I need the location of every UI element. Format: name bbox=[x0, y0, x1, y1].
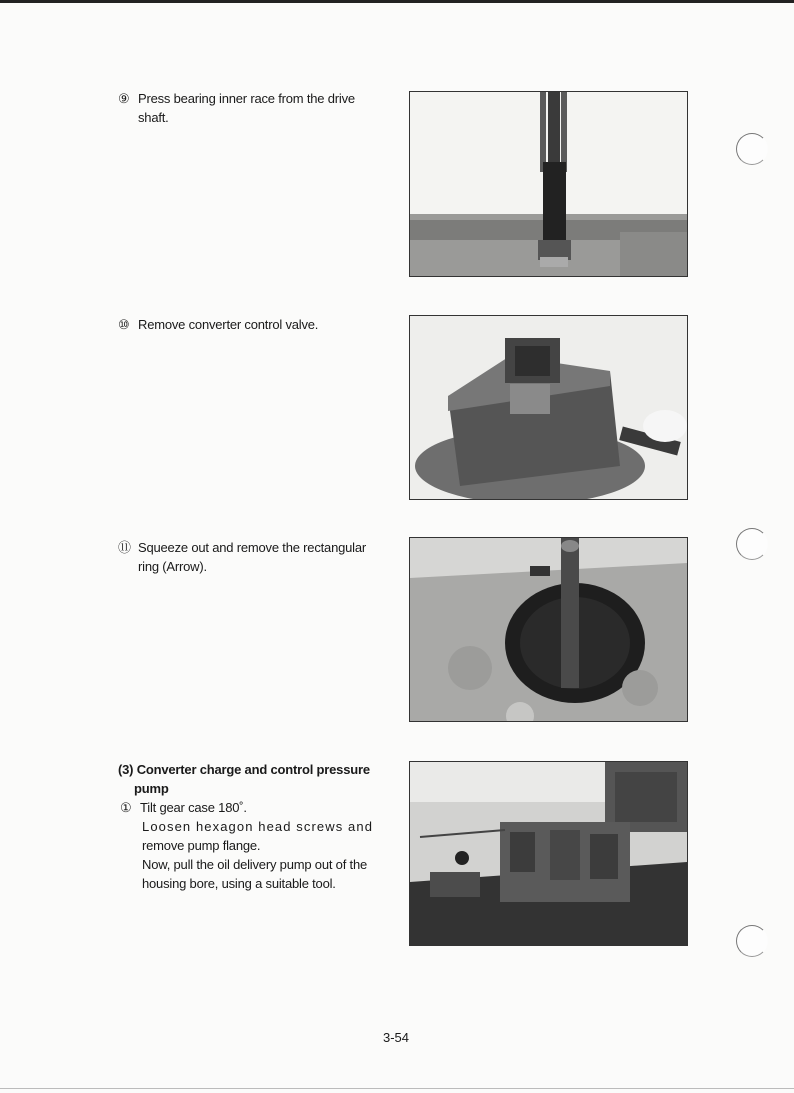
binder-hole bbox=[736, 133, 768, 165]
step-text-line: shaft. bbox=[138, 110, 169, 125]
binder-hole bbox=[736, 925, 768, 957]
step-11 bbox=[118, 538, 380, 576]
section-title-line: (3) Converter charge and control pressure bbox=[118, 762, 370, 777]
rectangular-ring-photo bbox=[409, 537, 688, 722]
substep-text-line: housing bore, using a suitable tool. bbox=[142, 876, 336, 891]
step-9 bbox=[118, 89, 380, 127]
page-top-border bbox=[0, 0, 794, 3]
substep-1 bbox=[118, 798, 383, 893]
section-title-line: pump bbox=[134, 781, 169, 796]
step-text-line: ring (Arrow). bbox=[138, 559, 207, 574]
substep-text-line: remove pump flange. bbox=[142, 838, 261, 853]
step-number: ⑨ bbox=[118, 91, 130, 106]
step-text-line: Press bearing inner race from the drive bbox=[138, 91, 355, 106]
substep-text-line: Loosen hexagon head screws and bbox=[142, 819, 374, 834]
converter-control-valve-photo bbox=[409, 315, 688, 500]
binder-hole bbox=[736, 528, 768, 560]
section-title bbox=[118, 760, 383, 798]
step-text-line: Remove converter control valve. bbox=[138, 317, 319, 332]
page-number: 3-54 bbox=[382, 1030, 410, 1045]
section-converter-pump bbox=[118, 760, 383, 893]
substep-text-line: Now, pull the oil delivery pump out of the bbox=[142, 857, 368, 872]
page-bottom-line bbox=[0, 1088, 794, 1089]
substep-text-line: Tilt gear case 180˚. bbox=[140, 800, 247, 815]
bearing-press-photo bbox=[409, 91, 688, 277]
step-10 bbox=[118, 315, 380, 334]
step-number: ⑩ bbox=[118, 317, 130, 332]
oil-delivery-pump-photo bbox=[409, 761, 688, 946]
substep-number: ① bbox=[120, 800, 132, 815]
step-text-line: Squeeze out and remove the rectangular bbox=[138, 540, 366, 555]
step-number: ⑪ bbox=[118, 540, 131, 555]
